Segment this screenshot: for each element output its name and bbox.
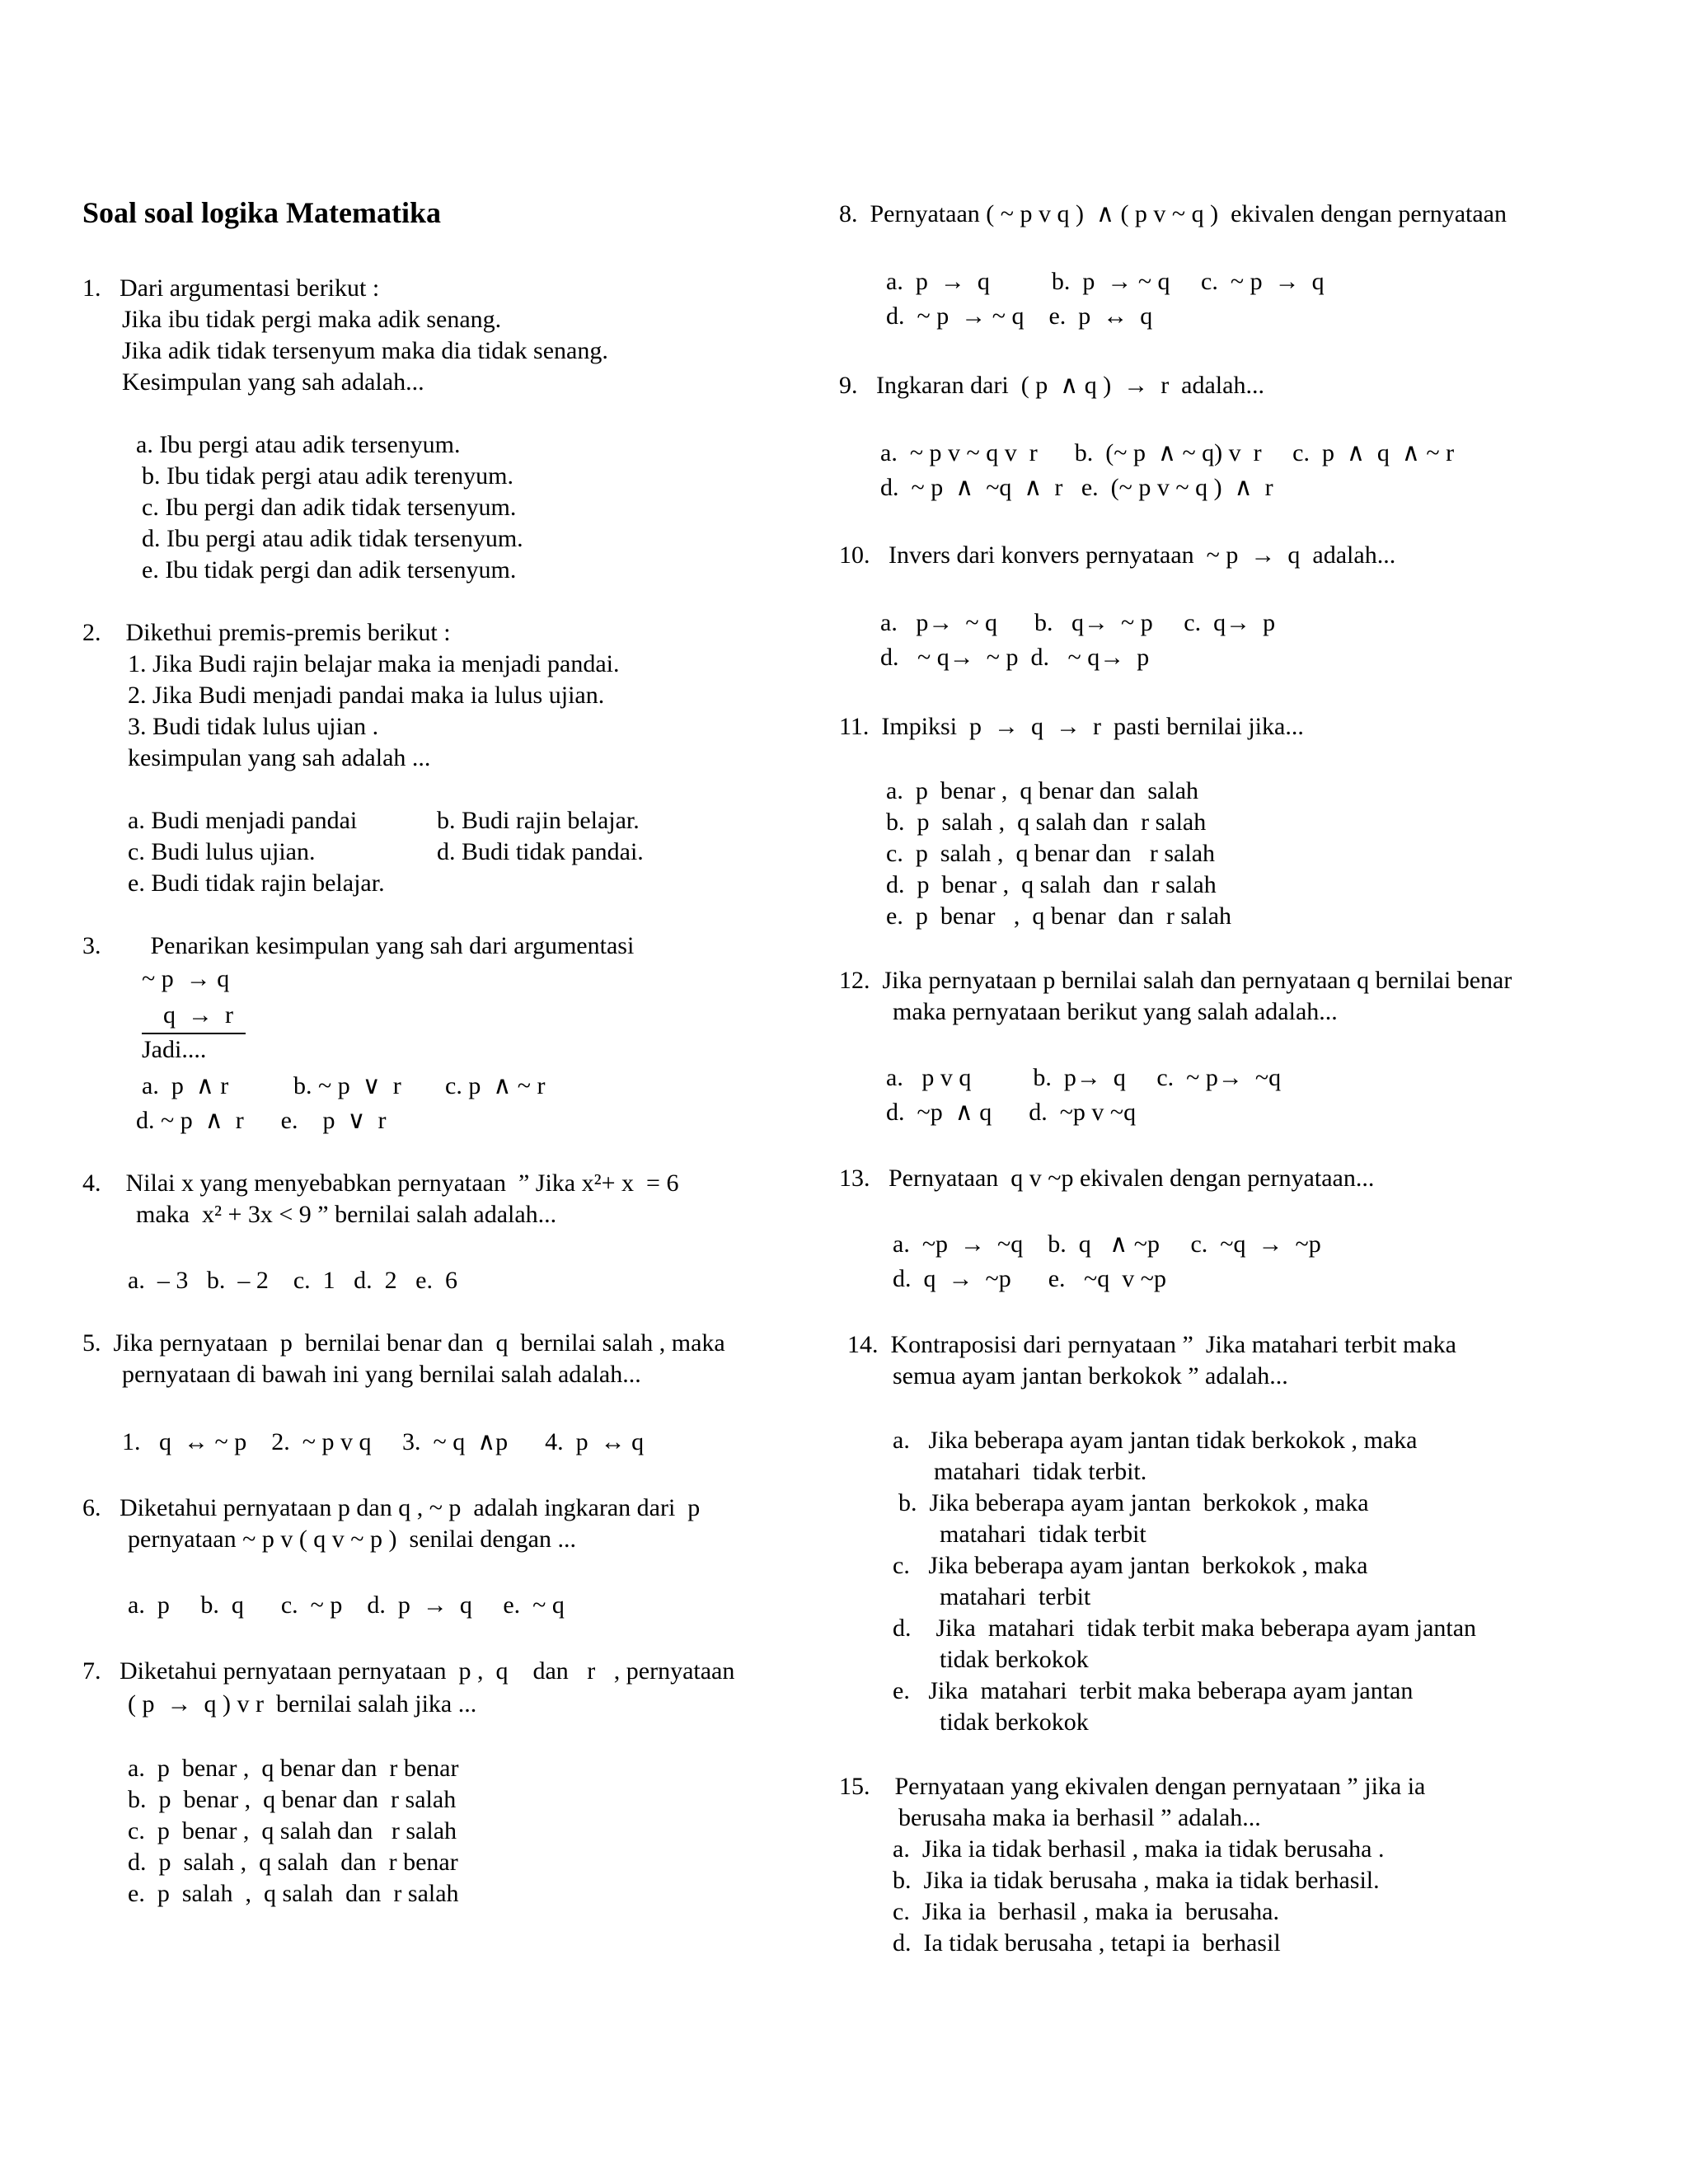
q11-option-a: a. p benar , q benar dan salah — [886, 777, 1199, 804]
q11-option-c: c. p salah , q benar dan r salah — [886, 840, 1216, 867]
q3-option-a: a. p ∧ r — [142, 1072, 229, 1099]
q2-premise-3: 3. Budi tidak lulus ujian . — [128, 713, 379, 740]
q1-premise-1: Jika ibu tidak pergi maka adik senang. — [122, 306, 502, 333]
q3-stem: 3. Penarikan kesimpulan yang sah dari argumentasi — [82, 932, 635, 959]
q2-option-c: c. Budi lulus ujian. — [128, 838, 316, 865]
q14-option-d: d. Jika matahari tidak terbit maka beberapa ayam jantan — [893, 1615, 1477, 1642]
q2-premise-2: 2. Jika Budi menjadi pandai maka ia lulus ujian. — [128, 682, 605, 709]
q7-option-e: e. p salah , q salah dan r salah — [128, 1880, 459, 1907]
q15-option-c: c. Jika ia berhasil , maka ia berusaha. — [893, 1898, 1279, 1925]
q2-stem: 2. Dikethui premis-premis berikut : — [82, 619, 451, 646]
q14-option-e-cont: tidak berkokok — [940, 1708, 1089, 1736]
q11-stem: 11. Impiksi p → q → r pasti bernilai jika... — [839, 713, 1304, 740]
q10-options-dd: d. ~ q→ ~ p d. ~ q→ p — [880, 644, 1150, 671]
q7-option-d: d. p salah , q salah dan r benar — [128, 1849, 458, 1876]
q2-premise-1: 1. Jika Budi rajin belajar maka ia menjadi pandai. — [128, 650, 620, 677]
q4-stem-cont: maka x² + 3x < 9 ” bernilai salah adalah... — [136, 1201, 557, 1228]
q1-option-c: c. Ibu pergi dan adik tidak tersenyum. — [142, 494, 517, 521]
q4-options: a. – 3 b. – 2 c. 1 d. 2 e. 6 — [128, 1267, 457, 1294]
q14-option-b: b. Jika beberapa ayam jantan berkokok , maka — [898, 1489, 1369, 1516]
q1-option-e: e. Ibu tidak pergi dan adik tersenyum. — [142, 556, 517, 583]
q3-options-de: d. ~ p ∧ r e. p ∨ r — [136, 1107, 387, 1134]
q7-stem-cont: ( p → q ) v r bernilai salah jika ... — [128, 1690, 477, 1718]
q11-option-b: b. p salah , q salah dan r salah — [886, 808, 1207, 836]
q7-option-b: b. p benar , q benar dan r salah — [128, 1786, 457, 1813]
q11-option-d: d. p benar , q salah dan r salah — [886, 871, 1217, 898]
page-title: Soal soal logika Matematika — [82, 196, 442, 229]
q2-option-b: b. Budi rajin belajar. — [437, 807, 640, 834]
q14-stem-cont: semua ayam jantan berkokok ” adalah... — [893, 1362, 1288, 1390]
q5-stem: 5. Jika pernyataan p bernilai benar dan q bernilai salah , maka — [82, 1329, 725, 1357]
q8-options-abc: a. p → q b. p → ~ q c. ~ p → q — [886, 268, 1325, 295]
q12-options-abc: a. p v q b. p→ q c. ~ p→ ~q — [886, 1064, 1282, 1091]
q11-option-e: e. p benar , q benar dan r salah — [886, 902, 1232, 930]
q2-option-a: a. Budi menjadi pandai — [128, 807, 358, 834]
q14-option-c: c. Jika beberapa ayam jantan berkokok , maka — [893, 1552, 1368, 1579]
q3-option-b: b. ~ p ∨ r — [293, 1072, 401, 1099]
q12-stem-cont: maka pernyataan berikut yang salah adalah... — [893, 998, 1338, 1025]
q1-option-b: b. Ibu tidak pergi atau adik terenyum. — [142, 462, 513, 490]
q5-options: 1. q ↔ ~ p 2. ~ p v q 3. ~ q ∧p 4. p ↔ q — [122, 1428, 645, 1455]
q2-option-d: d. Budi tidak pandai. — [437, 838, 644, 865]
q10-options-abc: a. p→ ~ q b. q→ ~ p c. q→ p — [880, 609, 1276, 636]
q3-premise-2: q → r — [163, 1001, 233, 1029]
q12-stem: 12. Jika pernyataan p bernilai salah dan pernyataan q bernilai benar — [839, 967, 1512, 994]
q15-option-d: d. Ia tidak berusaha , tetapi ia berhasil — [893, 1929, 1281, 1957]
q15-option-a: a. Jika ia tidak berhasil , maka ia tidak berusaha . — [893, 1835, 1385, 1863]
q13-options-de: d. q → ~p e. ~q v ~p — [893, 1265, 1167, 1292]
q12-options-dd: d. ~p ∧ q d. ~p v ~q — [886, 1099, 1137, 1126]
q3-option-c: c. p ∧ ~ r — [445, 1072, 546, 1099]
q1-premise-2: Jika adik tidak tersenyum maka dia tidak senang. — [122, 337, 608, 364]
q7-option-c: c. p benar , q salah dan r salah — [128, 1817, 457, 1844]
q14-option-c-cont: matahari terbit — [940, 1583, 1091, 1610]
q1-option-a: a. Ibu pergi atau adik tersenyum. — [136, 431, 461, 458]
q9-options-de: d. ~ p ∧ ~q ∧ r e. (~ p v ~ q ) ∧ r — [880, 474, 1273, 501]
q3-conclusion-line — [142, 1033, 246, 1034]
q15-option-b: b. Jika ia tidak berusaha , maka ia tidak berhasil. — [893, 1867, 1380, 1894]
q14-option-e: e. Jika matahari terbit maka beberapa ayam jantan — [893, 1677, 1414, 1704]
q8-options-de: d. ~ p → ~ q e. p ↔ q — [886, 302, 1153, 330]
q14-stem: 14. Kontraposisi dari pernyataan ” Jika matahari terbit maka — [847, 1331, 1456, 1358]
q3-conclusion: Jadi.... — [142, 1036, 207, 1063]
q7-option-a: a. p benar , q benar dan r benar — [128, 1755, 459, 1782]
q6-stem-cont: pernyataan ~ p v ( q v ~ p ) senilai dengan ... — [128, 1526, 576, 1553]
q7-stem: 7. Diketahui pernyataan pernyataan p , q dan r , pernyataan — [82, 1657, 735, 1685]
q14-option-a: a. Jika beberapa ayam jantan tidak berkokok , maka — [893, 1427, 1418, 1454]
q9-options-abc: a. ~ p v ~ q v r b. (~ p ∧ ~ q) v r c. p ∧ q ∧ ~ r — [880, 439, 1455, 466]
q14-option-a-cont: matahari tidak terbit. — [934, 1458, 1147, 1485]
q6-options: a. p b. q c. ~ p d. p → q e. ~ q — [128, 1591, 565, 1619]
q6-stem: 6. Diketahui pernyataan p dan q , ~ p adalah ingkaran dari p — [82, 1494, 701, 1521]
q14-option-d-cont: tidak berkokok — [940, 1646, 1089, 1673]
q13-stem: 13. Pernyataan q v ~p ekivalen dengan pernyataan... — [839, 1165, 1375, 1192]
q3-premise-1: ~ p → q — [142, 965, 230, 992]
q2-question: kesimpulan yang sah adalah ... — [128, 744, 431, 771]
q13-options-abc: a. ~p → ~q b. q ∧ ~p c. ~q → ~p — [893, 1230, 1321, 1258]
q1-question: Kesimpulan yang sah adalah... — [122, 368, 424, 396]
q15-stem: 15. Pernyataan yang ekivalen dengan pernyataan ” jika ia — [839, 1773, 1426, 1800]
q1-option-d: d. Ibu pergi atau adik tidak tersenyum. — [142, 525, 523, 552]
q8-stem: 8. Pernyataan ( ~ p v q ) ∧ ( p v ~ q ) ekivalen dengan pernyataan — [839, 200, 1507, 227]
q14-option-b-cont: matahari tidak terbit — [940, 1521, 1146, 1548]
q9-stem: 9. Ingkaran dari ( p ∧ q ) → r adalah... — [839, 372, 1264, 399]
q15-stem-cont: berusaha maka ia berhasil ” adalah... — [898, 1804, 1261, 1831]
q4-stem: 4. Nilai x yang menyebabkan pernyataan ” Jika x²+ x = 6 — [82, 1169, 679, 1197]
q1-stem: 1. Dari argumentasi berikut : — [82, 274, 380, 302]
q10-stem: 10. Invers dari konvers pernyataan ~ p → q adalah... — [839, 541, 1396, 569]
q5-stem-cont: pernyataan di bawah ini yang bernilai salah adalah... — [122, 1361, 641, 1388]
q2-option-e: e. Budi tidak rajin belajar. — [128, 869, 385, 897]
